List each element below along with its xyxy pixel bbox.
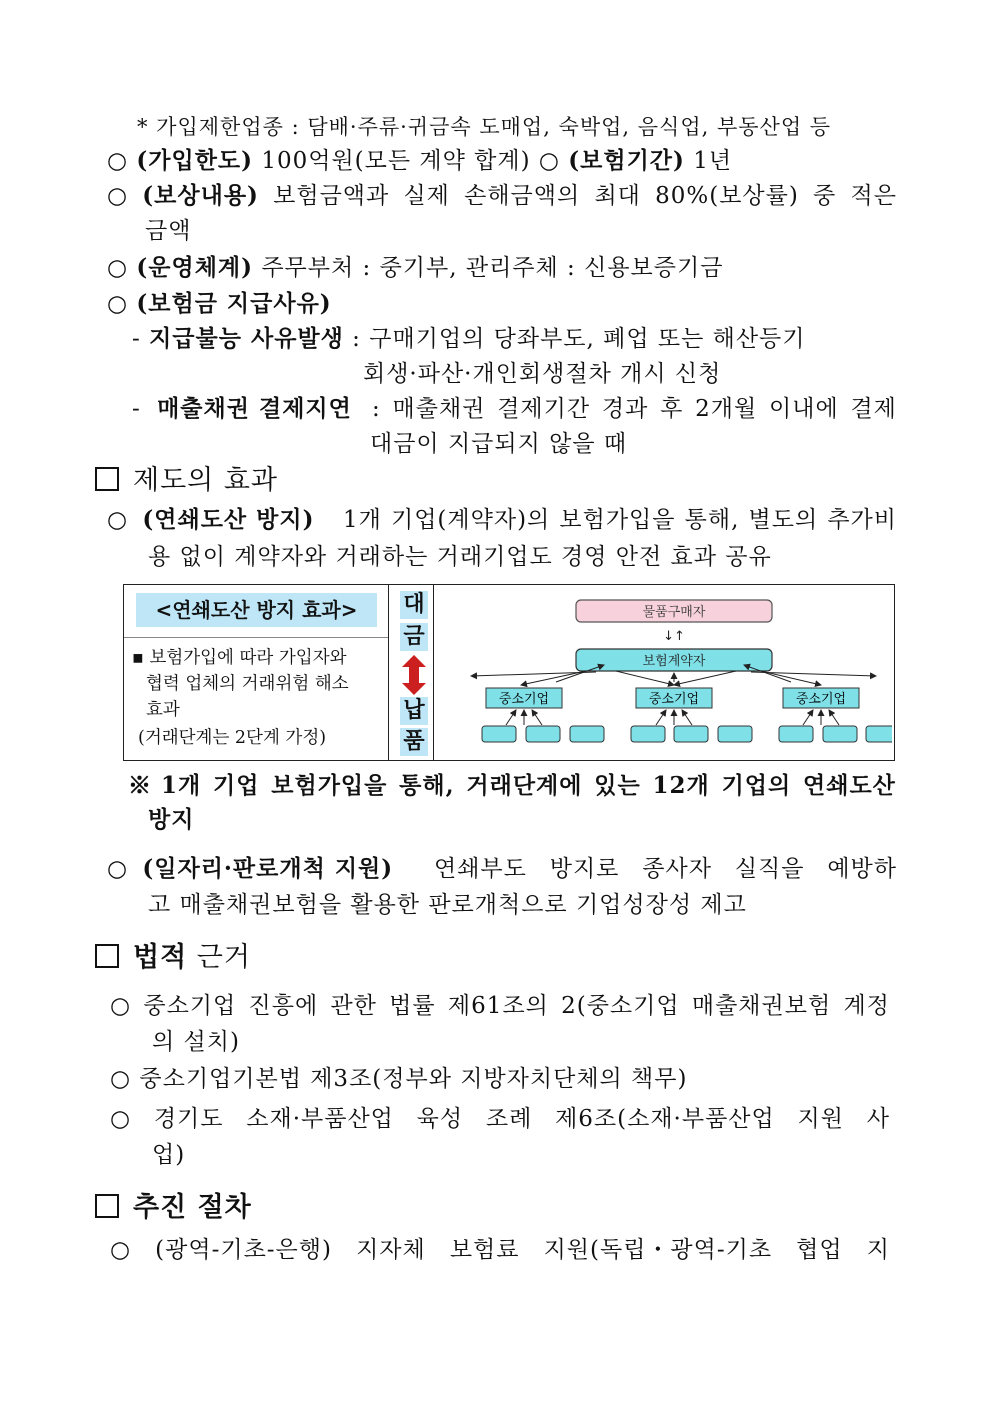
word: 소재·부품산업 (246, 1106, 394, 1132)
word: 사 (866, 1106, 890, 1132)
operation-label: (운영체계) (136, 254, 254, 281)
jobs-label: (일자리·판로개척 지원) (142, 855, 394, 882)
buyer-label: 물품구매자 (642, 605, 706, 620)
checkbox-square (95, 944, 119, 968)
small-arrows (506, 710, 839, 725)
bullet: ○ (107, 183, 129, 209)
word: 1개 (343, 507, 382, 533)
word: 실직을 (734, 856, 805, 882)
word: 연쇄도산 (803, 772, 896, 799)
chain-cont: 용 없이 계약자와 거래하는 거래기업도 경영 안전 효과 공유 (148, 544, 772, 570)
word: 보험가입을 (271, 772, 388, 799)
word: 경과 (601, 396, 649, 422)
word: 중 (813, 183, 837, 209)
supply-chain-diagram (436, 585, 892, 759)
delay-label: 매출채권 결제지연 (157, 395, 352, 422)
word: 기업(계약자)의 (391, 507, 551, 533)
jobs-line (107, 853, 897, 885)
word: 거래단계에 (466, 772, 583, 799)
payment-reason-heading (107, 288, 332, 320)
word: ※ 1개 (128, 772, 202, 799)
operation-text: 주무부처 : 중기부, 관리주체 : 신용보증기금 (253, 255, 724, 281)
section-title: 법적 (133, 942, 188, 973)
insolvency-cont: 회생·파산·개인회생절차 개시 신청 (363, 361, 722, 387)
figure-desc-line: 협력 업체의 거래위험 해소 (146, 674, 349, 694)
limit-label: (가입한도) (136, 147, 254, 174)
exchange-arrows-icon: ↓↑ (663, 629, 685, 644)
delay-cont: 대금이 지급되지 않을 때 (370, 431, 628, 457)
divider (124, 637, 388, 638)
word: 손해금액의 (464, 183, 581, 209)
bullet: ○ (107, 255, 129, 281)
payment-reason-label: (보험금 지급사유) (136, 290, 332, 317)
limit-line (107, 145, 732, 177)
partner-boxes (482, 726, 892, 742)
payment-delivery-column (390, 585, 434, 760)
word: 지원(독립・광역-기초 (543, 1237, 773, 1263)
period-label: (보험기간) (568, 147, 685, 174)
section-legal-basis (95, 942, 251, 974)
vertical-char: 납 (400, 697, 428, 725)
word: 결제 (850, 396, 897, 422)
word: 계정 (843, 993, 890, 1019)
compensation-line (107, 180, 897, 212)
word: 통해, (399, 772, 455, 799)
bullet: ○ (110, 1106, 132, 1132)
sme-label: 중소기업 (648, 692, 700, 707)
word: 연쇄부도 (434, 856, 527, 882)
word: 별도의 (748, 507, 819, 533)
figure-desc-line: ▪ 보험가입에 따라 가입자와 (132, 648, 347, 668)
law-line-1 (110, 990, 890, 1022)
word: 보험료 (449, 1237, 520, 1263)
jobs-cont: 고 매출채권보험을 활용한 판로개척으로 기업성장성 제고 (148, 892, 747, 918)
chain-bankruptcy-line (107, 504, 897, 536)
checkbox-square (95, 1194, 119, 1218)
word: 관한 (330, 993, 377, 1019)
note-cont: 방지 (148, 806, 195, 833)
insolvency-line (132, 323, 806, 355)
note-line (128, 770, 896, 802)
dash: - (132, 326, 141, 352)
word: 매출채권 (392, 396, 486, 422)
word: 통해, (684, 507, 740, 533)
chain-label: (연쇄도산 방지) (142, 506, 315, 533)
sme-label: 중소기업 (498, 692, 550, 707)
word: 경기도 (153, 1106, 224, 1132)
word: 지자체 (356, 1237, 426, 1263)
law-line-3-cont: 업) (152, 1142, 186, 1168)
word: 방지로 (549, 856, 620, 882)
word: 지원 (797, 1106, 844, 1132)
section-procedure (95, 1192, 252, 1224)
word: 결제기간 (497, 396, 591, 422)
word: 제6조(소재·부품산업 (555, 1106, 775, 1132)
word: 예방하 (827, 856, 897, 882)
sme-label: 중소기업 (795, 692, 847, 707)
word: 후 (660, 396, 684, 422)
checkbox-square (95, 467, 119, 491)
word: 12개 (652, 772, 710, 799)
law-line-2: ○ 중소기업기본법 제3조(정부와 지방자치단체의 책무) (110, 1066, 688, 1092)
word: (광역-기초-은행) (155, 1237, 332, 1263)
insolvency-text: : 구매기업의 당좌부도, 폐업 또는 해산등기 (343, 326, 806, 352)
word: 있는 (594, 772, 641, 799)
word: 추가비 (827, 507, 897, 533)
bullet: ○ (107, 507, 129, 533)
compensation-label: (보상내용) (142, 182, 259, 209)
word: 최대 (594, 183, 641, 209)
vertical-char: 대 (400, 591, 428, 619)
word: 2개월 (695, 396, 758, 422)
contractor-label: 보험계약자 (642, 654, 706, 669)
vertical-char: 품 (400, 728, 428, 756)
law-line-1-cont: 의 설치) (152, 1029, 240, 1055)
restriction-note: * 가입제한업종 : 담배·주류·귀금속 도매업, 숙박업, 음식업, 부동산업 등 (137, 115, 832, 139)
word: 보험금액과 (273, 183, 390, 209)
limit-text: 100억원(모든 계약 합계) ○ (253, 148, 569, 174)
word: 종사자 (642, 856, 712, 882)
word: 중소기업 (143, 993, 237, 1019)
word: 2(중소기업 (561, 993, 680, 1019)
section-title: 추진 절차 (133, 1192, 252, 1223)
double-arrow-icon (402, 655, 426, 695)
word: 기업의 (721, 772, 792, 799)
vertical-char: 금 (400, 623, 428, 651)
section-title-rest: 근거 (187, 942, 251, 973)
word: 지 (866, 1237, 890, 1263)
word: 이내에 (769, 396, 839, 422)
bullet: ○ (107, 856, 129, 882)
word: 진흥에 (248, 993, 319, 1019)
word: 협업 (796, 1237, 843, 1263)
word: 육성 (416, 1106, 464, 1132)
dash: - (132, 396, 141, 422)
word: : (372, 396, 381, 422)
word: 보험가입을 (559, 507, 676, 533)
bullet: ○ (110, 993, 132, 1019)
chain-effect-figure (123, 584, 895, 761)
word: 실제 (403, 183, 450, 209)
delay-line (132, 393, 897, 425)
compensation-cont: 금액 (145, 218, 192, 244)
bullet: ○ (110, 1237, 132, 1263)
figure-description (124, 585, 389, 760)
procedure-line (110, 1234, 890, 1266)
period-text: 1년 (684, 148, 733, 174)
operation-line (107, 252, 723, 284)
bullet: ○ (107, 291, 129, 317)
word: 조례 (485, 1106, 533, 1132)
law-line-3 (110, 1103, 890, 1135)
figure-desc-line: (거래단계는 2단계 가정) (138, 728, 327, 748)
bullet: ○ (107, 148, 129, 174)
word: 매출채권보험 (691, 993, 832, 1019)
figure-desc-line: 효과 (146, 700, 180, 720)
word: 적은 (850, 183, 897, 209)
word: 제61조의 (447, 993, 549, 1019)
figure-title: <연쇄도산 방지 효과> (136, 593, 377, 627)
word: 기업 (213, 772, 260, 799)
section-title: 제도의 효과 (133, 465, 278, 496)
insolvency-label: 지급불능 사유발생 (149, 325, 344, 352)
word: 80%(보상률) (655, 183, 799, 209)
word: 법률 (389, 993, 436, 1019)
section-effects (95, 465, 278, 497)
